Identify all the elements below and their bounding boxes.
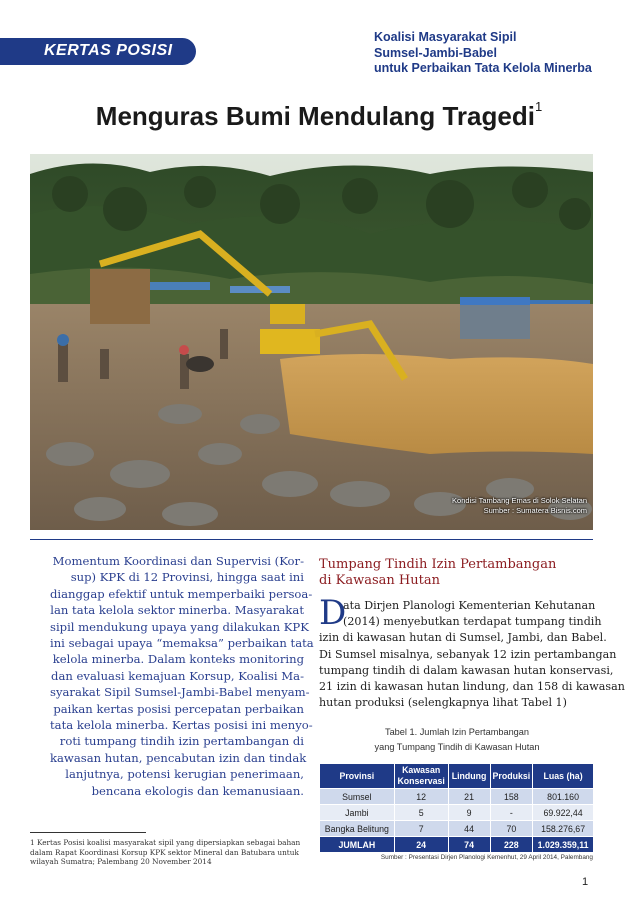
body-line: hutan produksi (selengkapnya lihat Tabel 1) [319, 696, 567, 710]
table-cell: 5 [394, 805, 448, 821]
table-caption-line: yang Tumpang Tindih di Kawasan Hutan [374, 741, 540, 752]
body-line: (2014) menyebutkan terdapat tumpang tindih [343, 615, 602, 629]
table-cell: Bangka Belitung [320, 821, 395, 837]
intro-line: roti tumpang tindih izin pertambangan di [59, 734, 304, 749]
intro-line: sipil mendukung upaya yang dilakukan KPK [50, 619, 309, 634]
title-footnote-marker: 1 [534, 99, 543, 114]
footnote-line: 1 Kertas Posisi koalisi masyarakat sipil yang dipersiapkan sebagai bahan [30, 838, 301, 847]
intro-line: kelola minerba. Dalam konteks monitoring [52, 652, 304, 667]
table-cell: 801.160 [533, 789, 594, 805]
intro-line: sup) KPK di 12 Provinsi, hingga saat ini [70, 570, 304, 585]
table-cell: 9 [448, 805, 490, 821]
table-total-row [320, 837, 594, 853]
table-row [320, 805, 594, 821]
page-title [0, 101, 638, 132]
table-cell: Sumsel [320, 789, 395, 805]
column-header: Luas (ha) [533, 764, 594, 789]
table-cell: 24 [394, 837, 448, 853]
title-text: Menguras Bumi Mendulang Tragedi [95, 101, 535, 131]
coalition-line: untuk Perbaikan Tata Kelola Minerba [374, 61, 592, 75]
intro-line: dianggap efektif untuk memperbaiki persoa- [50, 586, 313, 601]
intro-line: syarakat Sipil Sumsel-Jambi-Babel menyam- [50, 685, 310, 700]
intro-line: dan evaluasi kemajuan Korsup, Koalisi Ma- [51, 668, 304, 683]
column-header: Lindung [448, 764, 490, 789]
body-line: ata Dirjen Planologi Kementerian Kehutanan [343, 599, 596, 612]
intro-line: paikan kertas posisi percepatan perbaikan [53, 701, 304, 716]
section-heading [319, 557, 599, 588]
intro-line: kawasan hutan, pencabutan izin dan tindak [50, 750, 307, 765]
mining-photo [30, 154, 593, 530]
intro-paragraph [50, 553, 314, 799]
table-caption [319, 725, 595, 754]
footnote-line: dalam Rapat Koordinasi Korsup KPK sektor Mineral dan Batubara untuk [30, 847, 299, 857]
table-source: Sumber : Presentasi Dirjen Planologi Kemenhut, 29 April 2014, Palembang [380, 854, 593, 861]
table-cell: 228 [490, 837, 533, 853]
coalition-line: Sumsel-Jambi-Babel [374, 45, 497, 60]
intro-line: Momentum Koordinasi dan Supervisi (Kor- [52, 554, 304, 568]
intro-line: tata kelola minerba. Kertas posisi ini menyo- [50, 718, 313, 733]
table-cell: 158 [490, 789, 533, 805]
table-cell: Jambi [320, 805, 395, 821]
caption-source: Sumber : Sumatera Bisnis.com [483, 506, 587, 515]
table-cell: 74 [448, 837, 490, 853]
intro-line: lanjutnya, potensi kerugian penerimaan, [65, 767, 304, 782]
table-cell: 69.922,44 [533, 805, 594, 821]
drop-cap: D [319, 593, 347, 633]
table-cell: 44 [448, 821, 490, 837]
body-line: Di Sumsel misalnya, sebanyak 12 izin pertambangan [319, 647, 617, 661]
heading-line: Tumpang Tindih Izin Pertambangan [319, 557, 557, 572]
body-line: izin di kawasan hutan di Sumsel, Jambi, dan Babel. [319, 631, 607, 645]
body-line: 21 izin di kawasan hutan lindung, dan 158 di kawasan [319, 680, 625, 694]
table-row [320, 789, 594, 805]
table-cell: 158.276,67 [533, 821, 594, 837]
intro-line: ini sebagai upaya “memaksa” perbaikan tata [50, 636, 314, 651]
body-line: tumpang tindih di dalam kawasan hutan konservasi, [319, 663, 614, 677]
caption-line: Kondisi Tambang Emas di Solok Selatan [452, 496, 587, 505]
photo-caption [452, 496, 587, 516]
intro-line: lan tata kelola sektor minerba. Masyarakat [50, 603, 304, 618]
column-header: Produksi [490, 764, 533, 789]
heading-line: di Kawasan Hutan [319, 572, 440, 588]
table-cell: 12 [394, 789, 448, 805]
footnote-line: wilayah Sumatra; Palembang 20 November 2014 [30, 857, 212, 867]
table-cell: 21 [448, 789, 490, 805]
page-number: 1 [582, 876, 589, 888]
table-cell: 70 [490, 821, 533, 837]
table-cell: JUMLAH [320, 837, 395, 853]
table-cell: 7 [394, 821, 448, 837]
column-header: Kawasan Konservasi [394, 764, 448, 789]
table-header-row [320, 764, 594, 789]
table-cell: 1.029.359,11 [533, 837, 594, 853]
intro-line: bencana ekologis dan kemanusiaan. [91, 783, 304, 798]
coalition-name [374, 30, 624, 77]
table-caption-line: Tabel 1. Jumlah Izin Pertambangan [384, 727, 530, 737]
section-divider [30, 539, 593, 540]
table-cell: - [490, 805, 533, 821]
section-body [319, 593, 625, 711]
section-banner [0, 38, 196, 65]
footnote-divider [30, 832, 146, 833]
column-header: Provinsi [320, 764, 395, 789]
table-row [320, 821, 594, 837]
permit-overlap-table [319, 763, 594, 853]
coalition-line: Koalisi Masyarakat Sipil [374, 30, 517, 44]
banner-label: KERTAS POSISI [44, 42, 173, 59]
footnote [30, 838, 310, 867]
